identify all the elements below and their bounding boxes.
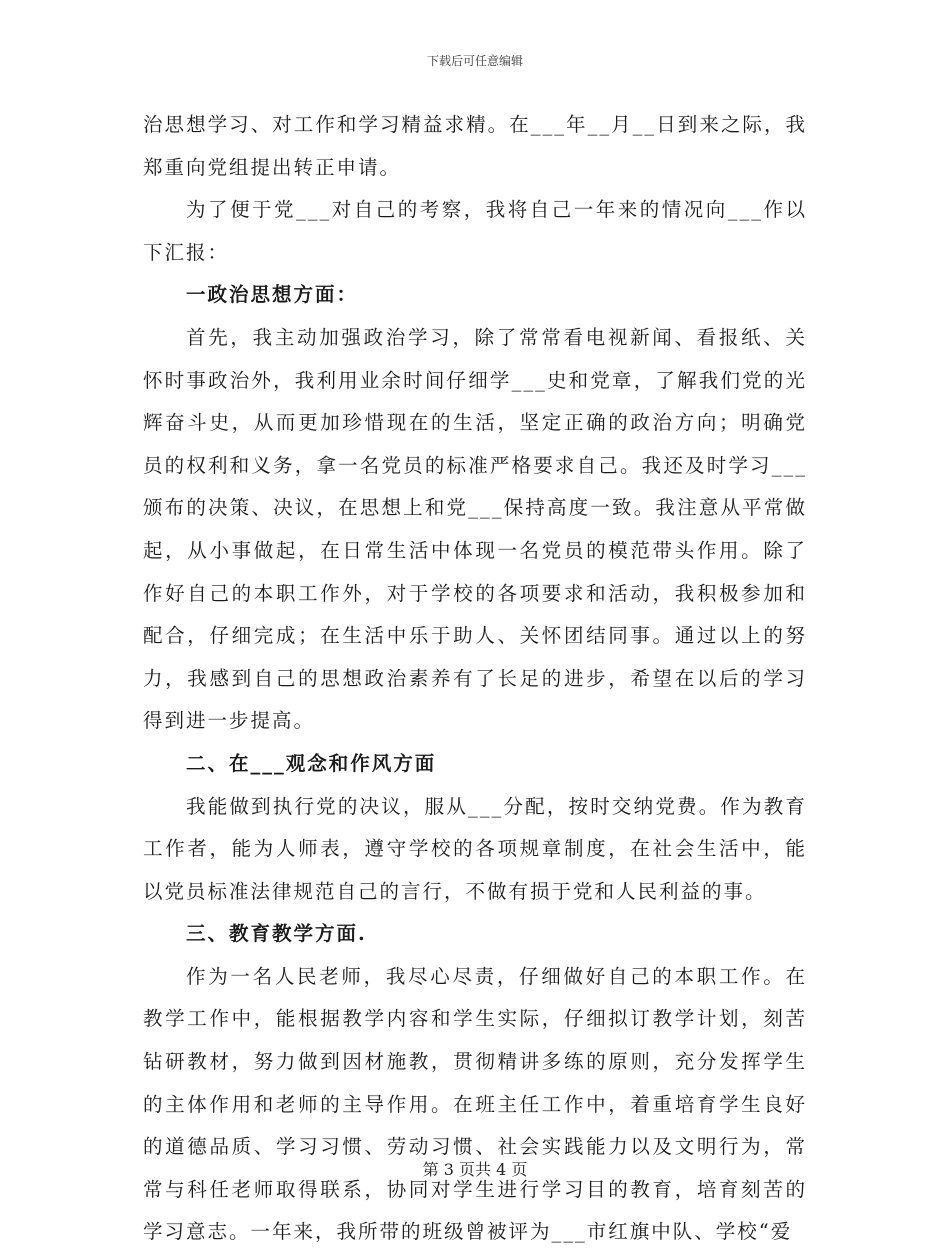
paragraph-continuation: 治思想学习、对工作和学习精益求精。在___年__月__日到来之际，我郑重向党组提出转正申请。 [143, 113, 807, 179]
section-heading-teaching: 三、教育教学方面. [186, 922, 367, 946]
document-body [143, 104, 807, 1254]
section-heading-organization: 二、在___观念和作风方面 [186, 751, 437, 775]
page-footer: 第 3 页共 4 页 [422, 1160, 528, 1179]
paragraph-intro: 为了便于党___对自己的考察，我将自己一年来的情况向___作以下汇报： [143, 198, 807, 264]
section-heading-political: 一政治思想方面： [186, 283, 359, 307]
paragraph-teaching: 作为一名人民老师，我尽心尽责，仔细做好自己的本职工作。在教学工作中，能根据教学内容和学生实际，仔细拟订教学计划，刻苦钻研教材，努力做到因材施教，贯彻精讲多练的原则，充分发挥学生的主体作用和老师的主导作用。在班主任工作中，着重培育学生良好的道德品质、学习习惯、劳动习惯、社会实践能力以及文明行为，常常与科任老师取得联系，协同对学生进行学习目的教育，培育刻苦的学习意志。一年来，我所带的班级曾被评为___市红旗中队、学校“爱 [143, 964, 807, 1244]
paragraph-organization: 我能做到执行党的决议，服从___分配，按时交纳党费。作为教育工作者，能为人师表，遵守学校的各项规章制度，在社会生活中，能以党员标准法律规范自己的言行，不做有损于党和人民利益的事。 [143, 794, 807, 903]
paragraph-political: 首先，我主动加强政治学习，除了常常看电视新闻、看报纸、关怀时事政治外，我利用业余时间仔细学___史和党章，了解我们党的光辉奋斗史，从而更加珍惜现在的生活，坚定正确的政治方向；明确党员的权利和义务，拿一名党员的标准严格要求自己。我还及时学习___颁布的决策、决议，在思想上和党___保持高度一致。我注意从平常做起，从小事做起，在日常生活中体现一名党员的模范带头作用。除了作好自己的本职工作外，对于学校的各项要求和活动，我积极参加和配合，仔细完成；在生活中乐于助人、关怀团结同事。通过以上的努力，我感到自己的思想政治素养有了长足的进步，希望在以后的学习得到进一步提高。 [143, 325, 807, 733]
page-header: 下载后可任意编辑 [426, 54, 523, 68]
